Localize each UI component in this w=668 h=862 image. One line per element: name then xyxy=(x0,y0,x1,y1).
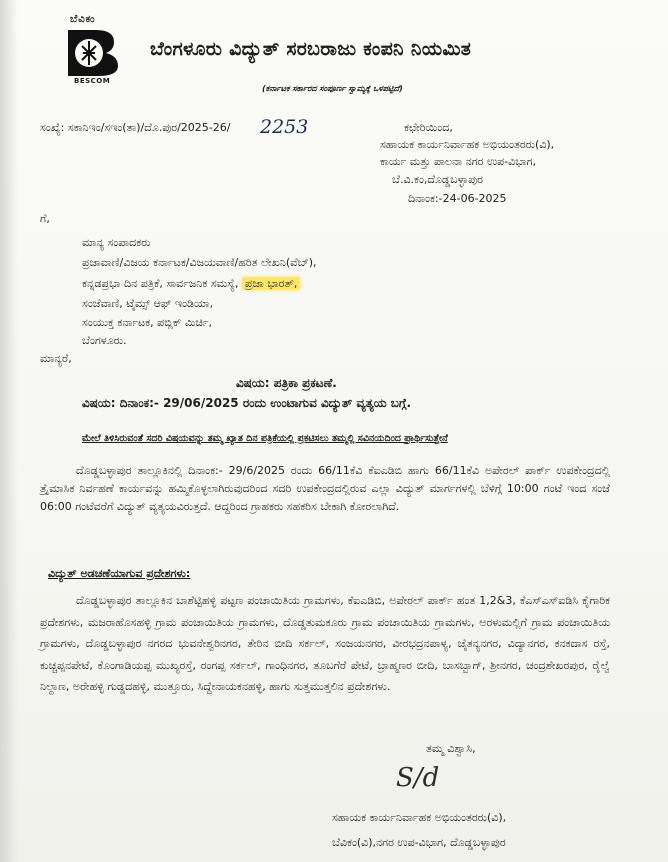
subject-2-label: ವಿಷಯ: xyxy=(82,396,116,410)
office-line-2: ಸಹಾಯಕ ಕಾರ್ಯನಿರ್ವಾಹಕ ಅಭಿಯಂತರರು(ವಿ), xyxy=(380,138,555,151)
office-line-1: ಕಛೇರಿಯಿಂದ, xyxy=(404,121,453,134)
company-subtitle: (ಕರ್ನಾಟಕ ಸರ್ಕಾರದ ಸಂಪೂರ್ಣ ಸ್ವಾಮ್ಯಕ್ಕೆ ಒಳಪಟ್ಟಿದೆ) xyxy=(262,84,403,93)
letter-date: ದಿನಾಂಕ:-24-06-2025 xyxy=(408,192,507,205)
addressee-line-3-prefix: ಕನ್ನಡಪ್ರಭಾ ದಿನ ಪತ್ರಿಕೆ, ಸಾರ್ವಜನಿಕ ಸಮಸ್ಯೆ, xyxy=(82,277,239,290)
subject-1-text: ಪತ್ರಿಕಾ ಪ್ರಕಟಣೆ. xyxy=(273,376,337,390)
bescom-logo-icon xyxy=(62,28,120,78)
to-label: ಗೆ, xyxy=(40,212,50,225)
subject-2 xyxy=(82,396,411,411)
subject-2-text: ದಿನಾಂಕ:- 29/06/2025 ರಂದು ಉಂಟಾಗುವ ವಿದ್ಯುತ್ ವ್ಯತ್ಯಯ ಬಗ್ಗೆ. xyxy=(119,396,412,410)
areas-paragraph: ದೊಡ್ಡಬಳ್ಳಾಪುರ ತಾಲ್ಲೂಕಿನ ಬಾಶೆಟ್ಟಿಹಳ್ಳಿ ಪಟ್ಟಣ ಪಂಚಾಯಿತಿಯ ಗ್ರಾಮಗಳು, ಕೆಐಎಡಿಬಿ, ಅಪೇರಲ್ ಪಾರ್ಕ್ ಹಂತ 1,2&3, ಕೆಎಸ್ಎಸ್ಐಡಿಸಿ ಕೈಗಾರಿಕ ಪ್ರದೇಶಗಳು, ಮಜರಾಹೊಸಹಳ್ಳಿ ಗ್ರಾಮ ಪಂಚಾಯಿತಿಯ ಗ್ರಾಮಗಳು, ದೊಡ್ಡತುಮಕೂರು ಗ್ರಾಮ ಪಂಚಾಯಿತಿಯ ಗ್ರಾಮಗಳು, ಅರಳುಮಲ್ಲಿಗೆ ಗ್ರಾಮ ಪಂಚಾಯಿತಿಯ ಗ್ರಾಮಗಳು, ದೊಡ್ಡಬಳ್ಳಾಪುರ ನಗರದ ಭುವನೇಶ್ವರಿನಗರ, ತೇರಿನ ಬೀದಿ ಸರ್ಕಲ್, ಸಂಜಯನಗರ, ವೀರಭದ್ರನಪಾಳ್ಯ, ಚೈತನ್ಯನಗರ, ವಿದ್ಯಾನಗರ, ಕನಕದಾಸ ರಸ್ತೆ, ಕುಚ್ಚಪ್ಪನಪೇಟೆ, ಕೊಂಗಾಡಿಯಪ್ಪ ಮುಖ್ಯರಸ್ತೆ, ರಂಗಪ್ಪ ಸರ್ಕಲ್, ಗಾಂಧಿನಗರ, ತೂಬಗೆರೆ ಪೇಟೆ, ಬ್ರಾಹ್ಮಣರ ಬೀದಿ, ಬಾಸಬ್ಬಾಗ್, ಶ್ರೀನಗರ, ಚಂದ್ರಶೇಖರಪುರ, ರೈಲ್ವೆ ನಿಲ್ದಾಣ, ಅರೇಹಳ್ಳಿ ಗುಡ್ಡದಹಳ್ಳಿ, ಮುತ್ತೂರು, ಸಿದ್ದೇನಾಯಕನಹಳ್ಳಿ, ಹಾಗು ಸುತ್ತಮುತ್ತಲಿನ ಪ್ರದೇಶಗಳು. xyxy=(40,594,610,693)
signature-text: S/d xyxy=(396,763,440,793)
office-line-4: ಬೆ.ವಿ.ಕಂ,ದೊಡ್ಡಬಳ್ಳಾಪುರ xyxy=(392,173,483,186)
salutation: ಮಾನ್ಯರೆ, xyxy=(40,352,72,365)
signatory-line-1: ಸಹಾಯಕ ಕಾರ್ಯನಿರ್ವಾಹಕ ಅಭಿಯಂತರರು(ವಿ), xyxy=(332,811,507,824)
addressee-line-5: ಸಂಯುಕ್ತ ಕರ್ನಾಟಕ, ಪಬ್ಲಿಕ್ ಮಿರ್ಚಿ, xyxy=(82,316,213,329)
handwritten-number xyxy=(258,113,318,139)
logo-caption: BESCOM xyxy=(74,77,111,85)
signatory-line-2: ಬೆವಿಕಂ(ವಿ),ನಗರ ಉಪ-ವಿಭಾಗ, ದೊಡ್ಡಬಳ್ಳಾಪುರ xyxy=(332,836,506,849)
subject-1-label: ವಿಷಯ: xyxy=(236,376,270,390)
highlighted-newspaper: ಪ್ರಜಾ ಭಾರತ್, xyxy=(242,277,300,290)
office-line-3: ಕಾರ್ಯ ಮತ್ತು ಪಾಲನಾ ನಗರ ಉಪ-ವಿಭಾಗ, xyxy=(380,155,537,168)
body-paragraph: ದೊಡ್ಡಬಳ್ಳಾಪುರ ತಾಲ್ಲೂಕಿನಲ್ಲಿ ದಿನಾಂಕ:- 29/6/2025 ರಂದು 66/11ಕೆವಿ ಕೆಐಎಡಿಬಿ ಹಾಗು 66/11ಕೆವಿ ಅಪೇರಲ್ ಪಾರ್ಕ್ ಉಪಕೇಂದ್ರದಲ್ಲಿ ತ್ರೈಮಾಸಿಕ ನಿರ್ವಹಣೆ ಕಾರ್ಯವನ್ನು ಹಮ್ಮಿಕೊಳ್ಳಲಾಗಿರುವುದರಿಂದ ಸದರಿ ಉಪಕೇಂದ್ರದಲ್ಲಿರುವ ಎಲ್ಲಾ ವಿದ್ಯುತ್ ಮಾರ್ಗಗಳಲ್ಲಿ ಬೆಳಿಗ್ಗೆ 10:00 ಗಂಟೆ ಇಂದ ಸಂಜೆ 06:00 ಗಂಟೆವರೆಗೆ ವಿದ್ಯುತ್ ವ್ಯತ್ಯಯವಿರುತ್ತದೆ. ಆದ್ದರಿಂದ ಗ್ರಾಹಕರು ಸಹಕರಿಸ ಬೇಕಾಗಿ ಕೋರಲಾಗಿದೆ. xyxy=(40,464,610,513)
subject-1 xyxy=(236,376,337,391)
addressee-line-3 xyxy=(82,277,300,291)
addressee-line-4: ಸಂಜೆವಾಣಿ, ಟೈಮ್ಸ್ ಆಫ್ ಇಂಡಿಯಾ, xyxy=(82,297,214,310)
closing: ತಮ್ಮ ವಿಶ್ವಾಸಿ, xyxy=(426,742,476,755)
company-name: ಬೆಂಗಳೂರು ವಿದ್ಯುತ್ ಸರಬರಾಜು ಕಂಪನಿ ನಿಯಮಿತ xyxy=(150,38,472,60)
addressee-line-1: ಮಾನ್ಯ ಸಂಪಾದಕರು xyxy=(82,236,151,249)
logo-top-text: ಬೆವಿಕಂ xyxy=(70,14,96,25)
handwritten-number-text: 2253 xyxy=(260,116,309,138)
reference-number: ಸಂಖ್ಯೆ: ಸಕಾನಿಇಂ/ಸಇಂ(ತಾ)/ದೊ.ಪುರ/2025-26/ xyxy=(40,121,231,134)
areas-heading: ವಿದ್ಯುತ್ ಅಡಚಣೆಯಾಗುವ ಪ್ರದೇಶಗಳು: xyxy=(48,567,191,580)
request-line: ಮೇಲೆ ತಿಳಿಸಿರುವಂತೆ ಸದರಿ ವಿಷಯವನ್ನು ತಮ್ಮ ಖ್ಯಾತ ದಿನ ಪತ್ರಿಕೆಯಲ್ಲಿ ಪ್ರಕಟಿಸಲು ತಮ್ಮಲ್ಲಿ ಸವಿನಯದಿಂದ ಪ್ರಾರ್ಥಿಸುತ್ತೇನೆ xyxy=(82,433,448,444)
signature-mark xyxy=(392,756,448,796)
addressee-line-2: ಪ್ರಜಾವಾಣಿ/ವಿಜಯ ಕರ್ನಾಟಕ/ವಿಜಯವಾಣಿ/ಹರಿತ ಲೇಖನಿ(ವೆಬ್), xyxy=(82,256,317,269)
addressee-line-6: ಬೆಂಗಳೂರು. xyxy=(82,334,127,347)
